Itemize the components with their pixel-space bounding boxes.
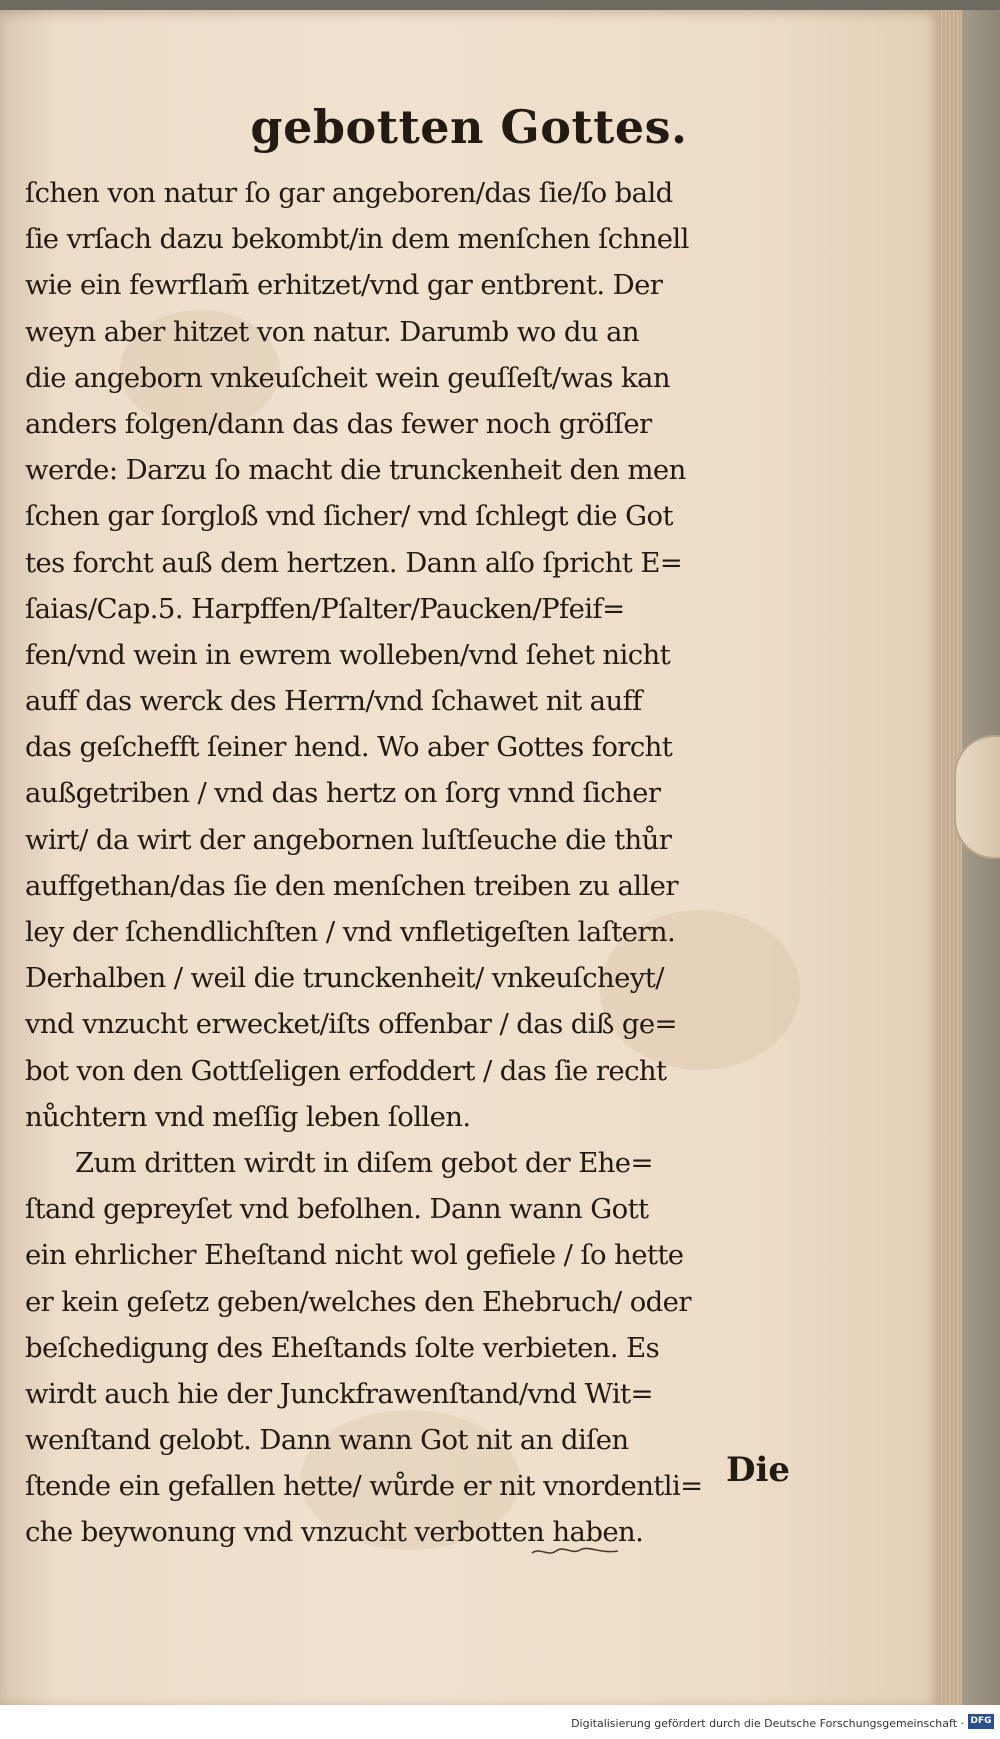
text-line: ſaias/Cap.5. Harpffen/Pſalter/Paucken/Pfeif= [25,592,625,625]
text-line: nůchtern vnd meſſig leben ſollen. [25,1100,471,1133]
text-line: ein ehrlicher Eheſtand nicht wol gefiele / ſo hette [25,1239,684,1272]
page-edge [938,10,962,1705]
text-line: ley der ſchendlichſten / vnd vnfletigeſten laſtern. [25,916,676,948]
text-line: ſtende ein gefallen hette/ wůrde er nit vnordentli= [25,1470,703,1503]
body-text [25,170,797,1556]
text-line: Derhalben / weil die trunckenheit/ vnkeuſcheyt/ [25,962,664,995]
ink-mark-icon [530,1545,620,1559]
text-line: beſchedigung des Eheſtands ſolte verbieten. Es [25,1331,660,1364]
text-line: wirdt auch hie der Junckfrawenſtand/vnd Wit= [25,1377,653,1410]
text-line: er kein geſetz geben/welches den Ehebruch/ oder [25,1285,691,1318]
text-line: werde: Darzu ſo macht die trunckenheit den men [25,454,686,487]
text-line: wenſtand gelobt. Dann wann Got nit an diſen [25,1424,629,1457]
text-line: tes forcht auß dem hertzen. Dann alſo ſpricht E= [25,546,683,579]
text-line: weyn aber hitzet von natur. Darumb wo du an [25,315,640,348]
running-head: gebotten Gottes. [250,100,688,154]
text-line: wie ein fewrflam̄ erhitzet/vnd gar entbrent. Der [25,269,663,302]
text-line: ſtand gepreyſet vnd befolhen. Dann wann Gott [25,1193,649,1226]
text-line: ſie vrſach dazu bekombt/in dem menſchen ſchnell [25,223,689,256]
text-line: außgetriben / vnd das hertz on ſorg vnnd ſicher [25,777,661,810]
text-line: ſchen von natur ſo gar angeboren/das ſie/ſo bald [25,177,673,209]
text-line: die angeborn vnkeuſcheit wein geuſſeſt/was kan [25,361,670,394]
text-line: auff das werck des Herrn/vnd ſchawet nit auff [25,685,642,718]
scan-top-strip [0,0,1000,10]
dfg-logo: DFG [968,1714,994,1729]
text-line: das geſchefft ſeiner hend. Wo aber Gottes forcht [25,731,673,764]
catchword: Die [725,1450,790,1490]
text-line: anders folgen/dann das das fewer noch gröſſer [25,407,652,440]
text-line: bot von den Gottſeligen erfoddert / das ſie recht [25,1054,667,1087]
text-line: Zum dritten wirdt in diſem gebot der Ehe= [75,1146,653,1179]
text-line: wirt/ da wirt der angebornen luſtſeuche die thůr [25,823,672,856]
text-line: che beywonung vnd vnzucht verbotten haben. [25,1516,644,1549]
text-line: auffgethan/das ſie den menſchen treiben zu aller [25,869,678,902]
text-line: vnd vnzucht erwecket/iſts offenbar / das diß ge= [25,1008,677,1041]
text-line: fen/vnd wein in ewrem wolleben/vnd ſehet nicht [25,638,671,671]
page-tab-marker [954,735,1000,859]
text-line: ſchen gar ſorgloß vnd ſicher/ vnd ſchlegt die Got [25,500,673,533]
digitization-credit: Digitalisierung gefördert durch die Deutsche Forschungsgemeinschaft · [571,1717,964,1730]
